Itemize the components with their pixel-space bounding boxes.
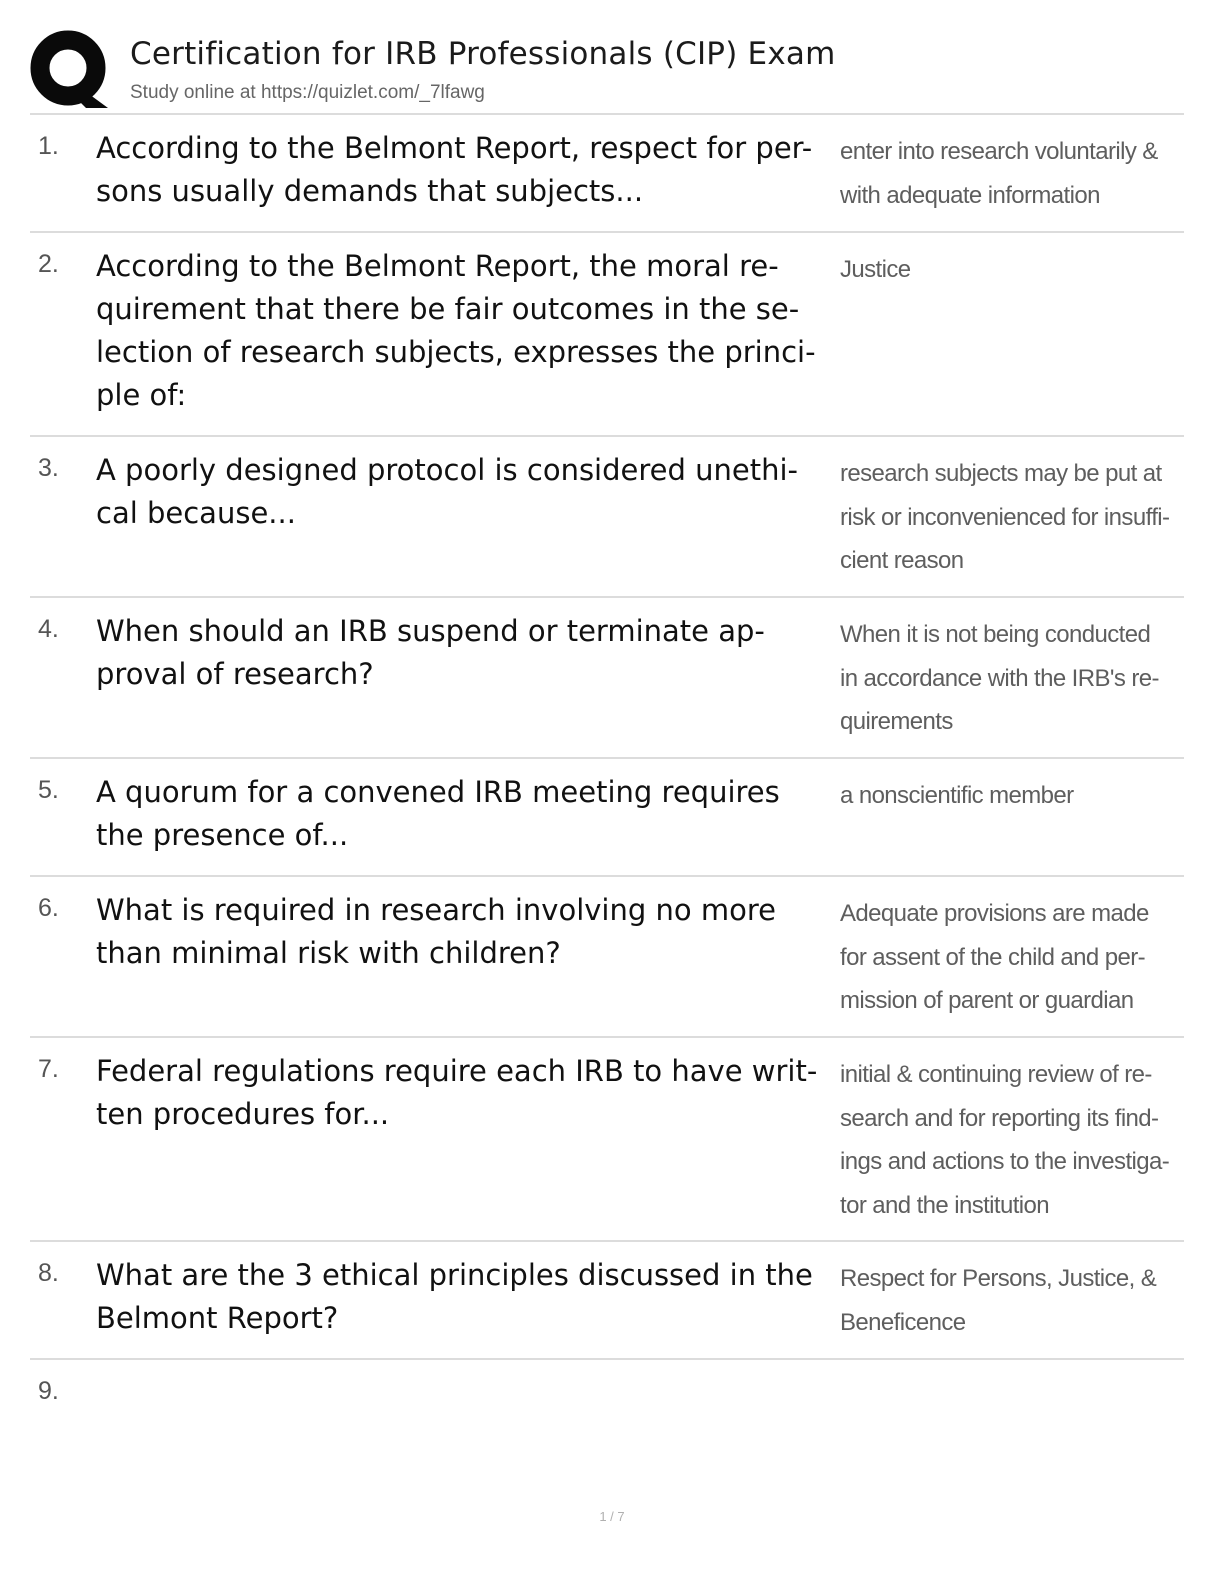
- card-question: According to the Belmont Report, respect for per-sons usually demands that subjects...: [96, 131, 813, 208]
- card-question: A quorum for a convened IRB meeting requires the presence of...: [96, 775, 780, 852]
- flashcard-row: [30, 115, 1184, 233]
- card-question: According to the Belmont Report, the moral re-quirement that there be fair outcomes in the se-lection of research subjects, expresses the princi-ple of:: [96, 249, 816, 412]
- flashcard-list: [30, 115, 1184, 1440]
- card-answer: When it is not being conducted in accordance with the IRB's re-quirements: [840, 621, 1159, 735]
- card-answer: a nonscientific member: [840, 782, 1074, 809]
- quizlet-logo-icon: [30, 30, 110, 110]
- card-number: 7.: [38, 1055, 59, 1083]
- flashcard-row: [30, 598, 1184, 759]
- study-link[interactable]: Study online at https://quizlet.com/_7lfawg: [130, 82, 485, 103]
- card-number: 6.: [38, 894, 59, 922]
- card-answer: enter into research voluntarily & with adequate information: [840, 138, 1158, 209]
- card-question: A poorly designed protocol is considered unethi-cal because...: [96, 453, 798, 530]
- card-number: 2.: [38, 250, 59, 278]
- card-number: 5.: [38, 776, 59, 804]
- card-answer: Justice: [840, 256, 911, 283]
- card-number: 8.: [38, 1259, 59, 1287]
- flashcard-row: [30, 437, 1184, 598]
- card-answer: research subjects may be put at risk or inconvenienced for insuffi-cient reason: [840, 460, 1170, 574]
- card-number: 1.: [38, 132, 59, 160]
- card-answer: Adequate provisions are made for assent of the child and per-mission of parent or guardian: [840, 900, 1149, 1014]
- flashcard-row: [30, 877, 1184, 1038]
- card-number: 9.: [38, 1377, 59, 1405]
- page-title: Certification for IRB Professionals (CIP) Exam: [130, 36, 836, 72]
- card-question: What are the 3 ethical principles discussed in the Belmont Report?: [96, 1258, 813, 1335]
- flashcard-row: [30, 1038, 1184, 1242]
- flashcard-row: [30, 1360, 1184, 1440]
- card-answer: initial & continuing review of re-search and for reporting its find-ings and actions to the investiga-tor and the institution: [840, 1061, 1170, 1219]
- card-question: What is required in research involving no more than minimal risk with children?: [96, 893, 776, 970]
- flashcard-row: [30, 759, 1184, 877]
- page-header: [30, 28, 1190, 114]
- card-answer: Respect for Persons, Justice, & Beneficence: [840, 1265, 1157, 1336]
- flashcard-row: [30, 1242, 1184, 1360]
- card-question: Federal regulations require each IRB to have writ-ten procedures for...: [96, 1054, 818, 1131]
- page-number: 1 / 7: [599, 1509, 625, 1524]
- card-number: 3.: [38, 454, 59, 482]
- flashcard-row: [30, 233, 1184, 437]
- card-number: 4.: [38, 615, 59, 643]
- card-question: When should an IRB suspend or terminate ap-proval of research?: [96, 614, 765, 691]
